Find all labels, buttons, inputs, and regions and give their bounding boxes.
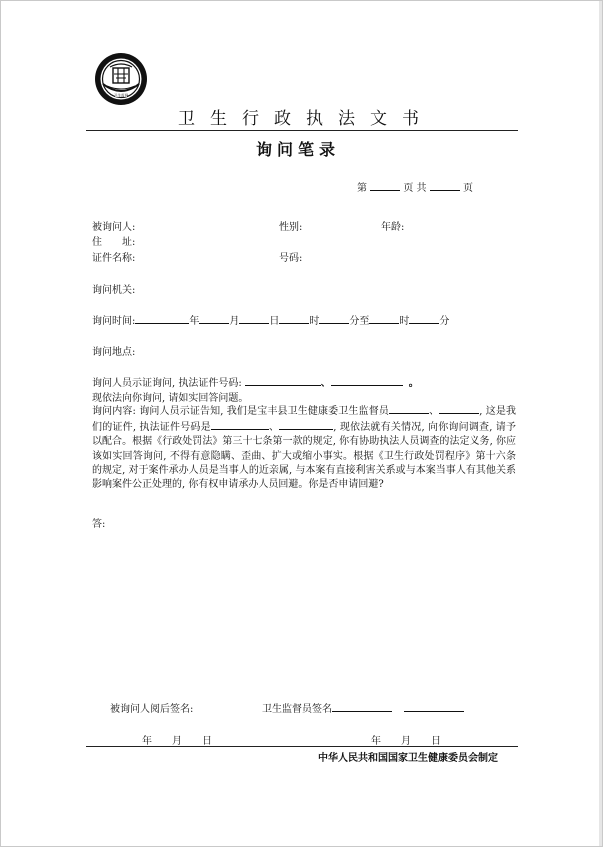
agency-label: 询问机关: [92,285,136,296]
page-suffix: 页 [462,183,473,194]
date-left: 年 月 日 [142,736,212,747]
inspector-signature-label: 卫生监督员签名 [262,704,332,715]
cert-sep: 、 [320,378,331,389]
minute-label: 分 [439,316,450,327]
content-part-5: , 现依法就有关情况, 向你询问调查, 请予以配合。根据《行政处罚法》第三十七条第一款的规定, 你有协助执法人员调查的法定义务, 你应该如实回答询问, 不得有意隐瞒、歪曲、扩大或缩小事实。根据《卫生行政处罚程序》第十六条的规定, 对于案件承办人员是当事人的近亲属, 与本案有直接利害关系或与本案当事人有其他关系影响案件公正处理的, 你有权申请承办人员回避。你是否申请回避? [92,422,517,491]
content-part-4: 、 [268,422,280,434]
emblem-label: 卫生监督 [113,93,129,98]
cert-label: 询问人员示证询问, 执法证件号码: [92,378,242,389]
page-prefix: 第 [357,183,367,194]
cert-end: 。 [408,378,419,389]
scrollbar[interactable] [599,1,602,846]
interviewee-name-label: 被询问人: [92,222,136,233]
interviewee-signature-label: 被询问人阅后签名: [110,704,194,715]
location-label: 询问地点: [92,347,136,358]
page-title: 询问笔录 [256,140,341,159]
id-type-label: 证件名称: [92,253,136,264]
minute-to-label: 分至 [349,316,370,327]
content-part-3: , 这是我们的证件, 执法证件号码是 [92,406,517,434]
month-label: 月 [229,316,240,327]
page-middle: 页 共 [403,183,427,194]
cert-notice: 现依法向你询问, 请如实回答问题。 [92,393,249,404]
issuing-authority: 中华人民共和国国家卫生健康委员会制定 [318,753,498,764]
gender-label: 性别: [279,222,303,233]
date-right: 年 月 日 [371,736,441,747]
hour2-label: 时 [399,316,410,327]
content-part-2: 、 [428,406,440,417]
id-number-label: 号码: [279,253,303,264]
doc-type-header: 卫生行政执法文书 [178,109,434,129]
day-label: 日 [269,316,280,327]
address-label: 住 址: [92,237,136,248]
time-label: 询问时间: [92,316,136,327]
hour-label: 时 [309,316,320,327]
age-label: 年龄: [381,222,405,233]
answer-label: 答: [92,519,106,530]
content-part-1: 询问内容: 询问人员示证告知, 我们是宝丰县卫生健康委卫生监督员 [92,406,389,417]
year-label: 年 [189,316,200,327]
